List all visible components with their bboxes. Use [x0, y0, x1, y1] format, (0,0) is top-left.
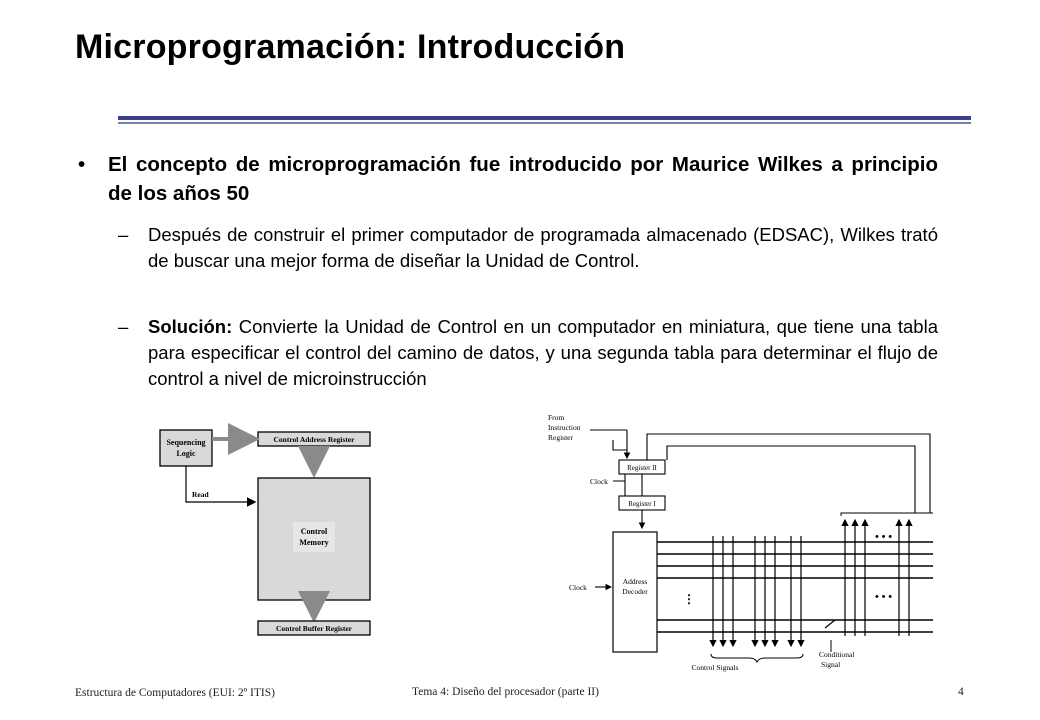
- read-label: Read: [192, 490, 209, 499]
- title-rule: [118, 116, 971, 120]
- slide-title: Microprogramación: Introducción: [75, 28, 626, 66]
- wilkes-control-diagram: [535, 408, 940, 685]
- solution-label: Solución:: [148, 316, 233, 337]
- address-decoder-label: Address: [622, 577, 648, 586]
- subbullet-text: [148, 314, 938, 392]
- subbullet-1: [118, 222, 938, 274]
- sequencing-logic-label-2: Logic: [176, 449, 196, 458]
- from-label-3: Register: [548, 433, 573, 442]
- control-signals-label: Control Signals: [691, 663, 739, 672]
- control-memory-label-2: Memory: [299, 538, 329, 547]
- register-ii-label: Register II: [627, 464, 657, 472]
- columns-dots-icon: • • •: [875, 531, 893, 543]
- control-signals-brace: [711, 654, 803, 662]
- from-label-2: Instruction: [548, 423, 581, 432]
- subbullet-text: Después de construir el primer computador de programada almacenado (EDSAC), Wilkes trató de buscar una mejor forma de diseñar la Unidad de Control.: [148, 224, 938, 271]
- control-address-register-label: Control Address Register: [273, 435, 355, 444]
- decoder-dots-icon: ⋮: [683, 592, 695, 606]
- footer-topic: Tema 4: Diseño del procesador (parte II): [412, 686, 599, 698]
- control-memory-label: Control: [300, 527, 328, 536]
- address-decoder-label-2: Decoder: [622, 587, 648, 596]
- register-i-label: Register I: [628, 500, 656, 508]
- conditional-label-2: Signal: [821, 660, 841, 669]
- subbullet-dash: –: [118, 316, 129, 337]
- main-bullet: [78, 150, 938, 208]
- subbullet-2: [118, 314, 938, 392]
- control-unit-diagram: [150, 418, 380, 645]
- title-rule-thin: [118, 122, 971, 124]
- sequencing-logic-box: [160, 430, 212, 466]
- solution-text: Convierte la Unidad de Control en un computador en miniatura, que tiene una tabla para especificar el control del camino de datos, y una segunda tabla para determinar el flujo de control a nivel de microinstrucción: [148, 316, 938, 389]
- conditional-label: Conditional: [819, 650, 855, 659]
- sequencing-logic-label: Sequencing: [166, 438, 206, 447]
- subbullet-dash: –: [118, 224, 129, 245]
- clock-top-label: Clock: [590, 477, 608, 486]
- from-label: From: [548, 413, 565, 422]
- footer-course: Estructura de Computadores (EUI: 2º ITIS): [75, 687, 275, 699]
- control-buffer-register-label: Control Buffer Register: [276, 624, 352, 633]
- footer-page-number: 4: [958, 686, 964, 698]
- bullet-dot: •: [78, 153, 86, 176]
- control-signal-lines: [713, 536, 801, 646]
- clock-left-label: Clock: [569, 583, 587, 592]
- word-lines: [657, 542, 933, 632]
- bullet-text: El concepto de microprogramación fue introducido por Maurice Wilkes a principio de los años 50: [108, 153, 938, 205]
- rows-dots-icon: • • •: [875, 591, 893, 603]
